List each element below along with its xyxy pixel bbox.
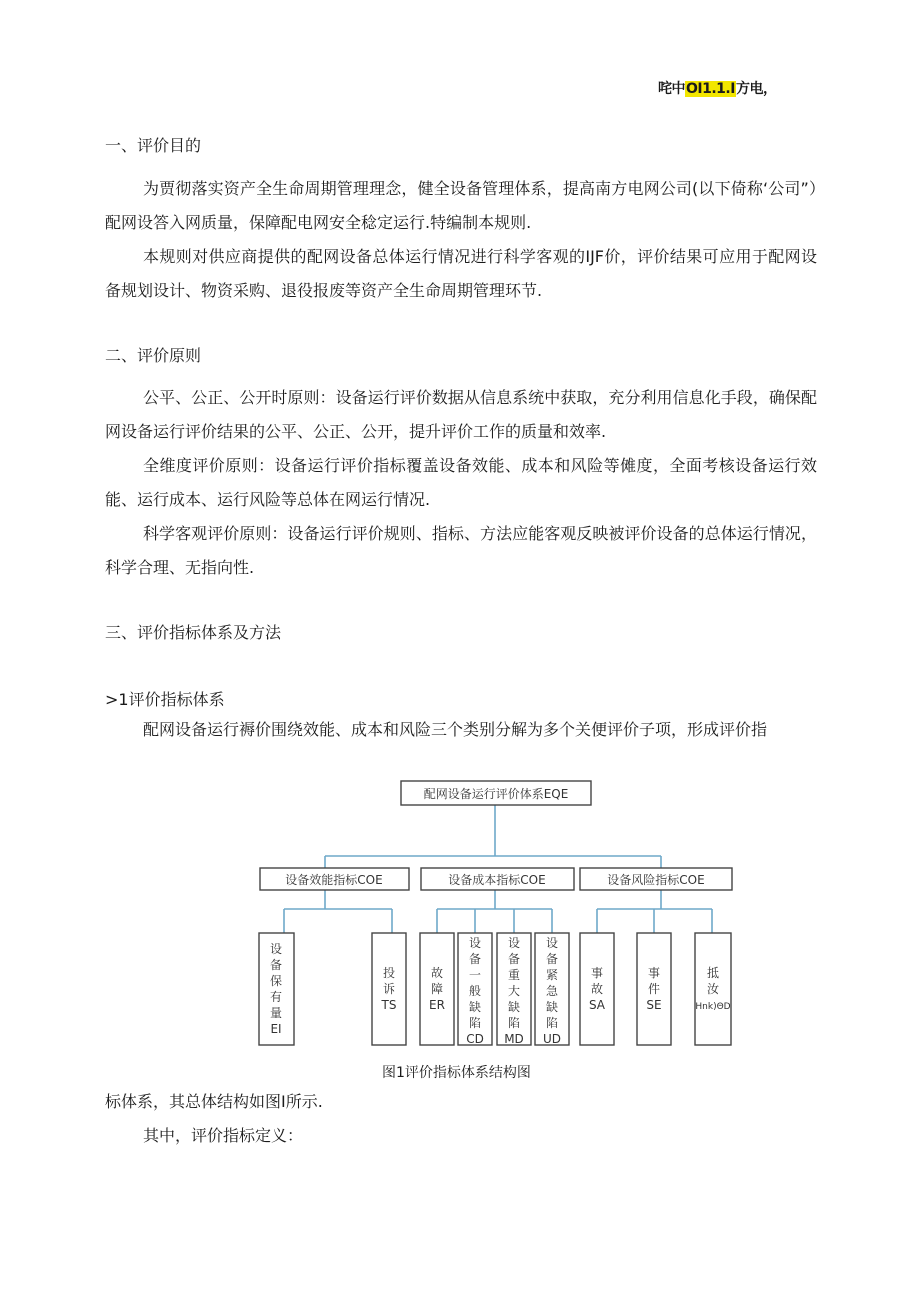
figure-leaf-label: 设备保有量 EI <box>269 942 283 1036</box>
index-structure-figure <box>254 772 736 1050</box>
section-3-heading: 三、评价指标体系及方法 <box>105 623 282 642</box>
section-2-paragraph-3: 科学客观评价原则：设备运行评价规则、指标、方法应能客观反映被评价设备的总体运行情况，科学合理、无指向性. <box>105 524 817 577</box>
section-1-paragraph-2: 本规则对供应商提供的配网设备总体运行情况进行科学客观的IJF价，评价结果可应用于配网设备规划设计、物资采购、退役报废等资产全生命周期管理环节. <box>105 247 817 300</box>
figure-root-label: 配网设备运行评价体系EQE <box>423 787 569 801</box>
figure-group-efficiency-label: 设备效能指标COE <box>285 873 383 887</box>
section-3-paragraph-1: 配网设备运行褥价围绕效能、成本和风险三个类别分解为多个关便评价子项，形成评价指 <box>143 720 768 739</box>
section-2-paragraph-2: 全维度评价原则：设备运行评价指标覆盖设备效能、成本和风险等傩度，全面考核设备运行效能、运行成本、运行风险等总体在网运行情况. <box>105 456 817 509</box>
figure-leaf-label: 设备紧急缺陷 UD <box>542 936 562 1046</box>
figure-leaf-label: 设备一般缺陷 CD <box>466 936 484 1046</box>
section-2-heading: 二、评价原则 <box>105 346 202 365</box>
header-mark-prefix: 咤中 <box>658 81 685 97</box>
figure-group-risk-label: 设备风险指标COE <box>607 873 705 887</box>
header-mark <box>658 78 776 98</box>
figure-leaf-label: 投诉 TS <box>381 966 397 1012</box>
section-3-subheading: >1评价指标体系 <box>105 690 225 709</box>
section-2-paragraph-1: 公平、公正、公开时原则：设备运行评价数据从信息系统中获取，充分利用信息化手段，确保配网设备运行评价结果的公平、公正、公开，提升评价工作的质量和效率. <box>105 388 817 441</box>
figure-group-cost-label: 设备成本指标COE <box>448 873 546 887</box>
header-mark-highlight: OI1.1.I <box>686 81 735 97</box>
figure-leaf-label: 抵汝 Hnk)ΘD <box>695 966 731 1012</box>
header-mark-suffix: 方电， <box>735 81 777 97</box>
section-3-paragraph-2: 其中，评价指标定义： <box>143 1126 304 1145</box>
figure-leaf-label: 故障 ER <box>429 966 445 1012</box>
figure-leaf-label: 设备重大缺陷 MD <box>504 936 524 1046</box>
section-1-paragraph-1: 为贾彻落实资产全生命周期管理理念，健全设备管理体系，提高南方电网公司(以下倚称‘公司”）配网设答入网质量，保障配电网安全稔定运行.特编制本规则. <box>105 179 817 232</box>
section-3-paragraph-1-continued: 标体系，其总体结构如图I所示. <box>105 1092 323 1111</box>
figure-caption: 图1评价指标体系结构图 <box>382 1065 531 1081</box>
figure-leaf-label: 事件 SE <box>646 966 662 1012</box>
figure-leaf-label: 事故 SA <box>588 966 606 1012</box>
section-1-heading: 一、评价目的 <box>105 136 202 155</box>
